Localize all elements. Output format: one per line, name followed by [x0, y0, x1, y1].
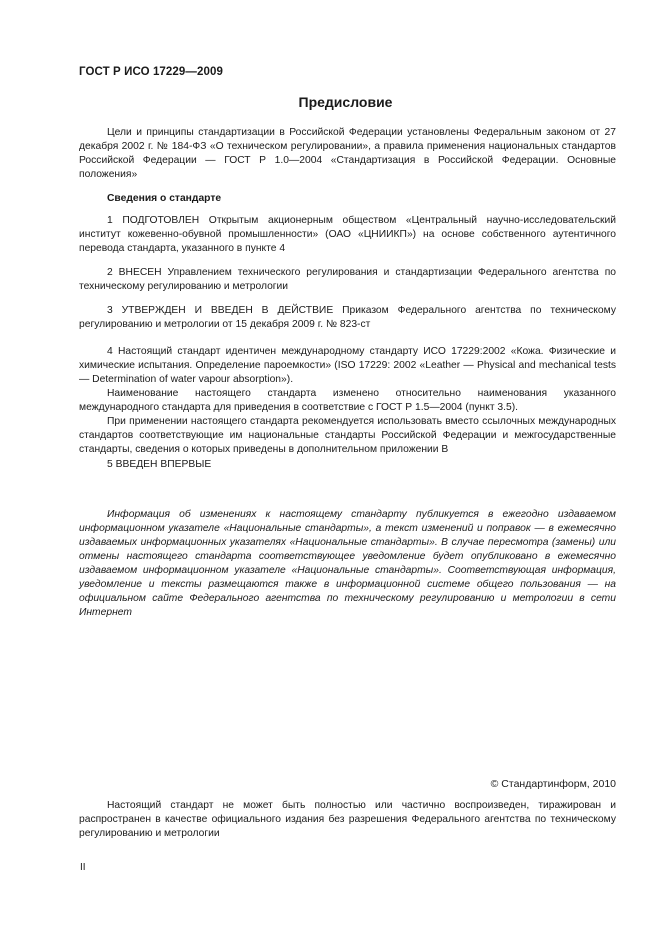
page-title: Предисловие	[298, 94, 393, 110]
item-2: 2 ВНЕСЕН Управлением технического регулирования и стандартизации Федерального агентства по техническому регулированию и метрологии	[79, 267, 616, 292]
item-3-block	[79, 304, 616, 332]
section-heading: Сведения о стандарте	[107, 193, 222, 204]
document-header: ГОСТ Р ИСО 17229—2009	[79, 66, 224, 78]
item-4-paragraph-2: Наименование настоящего стандарта изменено относительно наименования указанного международного стандарта для приведения в соответствие с ГОСТ Р 1.5—2004 (пункт 3.5).	[79, 388, 616, 413]
copyright: © Стандартинформ, 2010	[490, 778, 616, 790]
section-heading-block	[79, 192, 616, 206]
item-5: 5 ВВЕДЕН ВПЕРВЫЕ	[107, 459, 212, 470]
info-note-block	[79, 508, 616, 620]
item-3: 3 УТВЕРЖДЕН И ВВЕДЕН В ДЕЙСТВИЕ Приказом Федерального агентства по техническому регулированию и метрологии от 15 декабря 2009 г. № 823-ст	[79, 305, 616, 330]
item-1-block	[79, 214, 616, 256]
intro-block	[79, 126, 616, 182]
reproduction-note-block	[79, 799, 616, 841]
page-number: II	[80, 862, 86, 873]
item-1: 1 ПОДГОТОВЛЕН Открытым акционерным обществом «Центральный научно-исследовательский институт кожевенно-обувной промышленности» (ОАО «ЦНИИКП») на основе собственного аутентичного перевода стандарта, указанного в пункте 4	[79, 215, 616, 254]
intro-paragraph: Цели и принципы стандартизации в Российской Федерации установлены Федеральным законом от 27 декабря 2002 г. № 184-ФЗ «О техническом регулировании», а правила применения национальных стандартов Российской Федерации — ГОСТ Р 1.0—2004 «Стандартизация в Российской Федерации. Основные положения»	[79, 127, 616, 180]
item-4: 4 Настоящий стандарт идентичен международному стандарту ИСО 17229:2002 «Кожа. Физические и химические испытания. Определение пароемкости» (ISO 17229: 2002 «Leather — Physical and mechanical tests — Determination of water vapour absorption»).	[79, 346, 616, 385]
info-note: Информация об изменениях к настоящему стандарту публикуется в ежегодно издаваемом информационном указателе «Национальные стандарты», а текст изменений и поправок — в ежемесячно издаваемых информационных указателях «Национальные стандарты». В случае пересмотра (замены) или отмены настоящего стандарта соответствующее уведомление будет опубликовано в ежемесячно издаваемом информационном указателе «Национальные стандарты». Соответствующая информация, уведомление и тексты размещаются также в информационной системе общего пользования — на официальном сайте Федерального агентства по техническому регулированию и метрологии в сети Интернет	[79, 509, 616, 618]
item-2-block	[79, 266, 616, 294]
item-4-block	[79, 345, 616, 457]
item-5-block	[79, 458, 616, 472]
reproduction-note: Настоящий стандарт не может быть полностью или частично воспроизведен, тиражирован и распространен в качестве официального издания без разрешения Федерального агентства по техническому регулированию и метрологии	[79, 800, 616, 839]
item-4-paragraph-3: При применении настоящего стандарта рекомендуется использовать вместо ссылочных международных стандартов соответствующие им национальные стандарты Российской Федерации и межгосударственные стандарты, сведения о которых приведены в дополнительном приложении В	[79, 416, 616, 455]
